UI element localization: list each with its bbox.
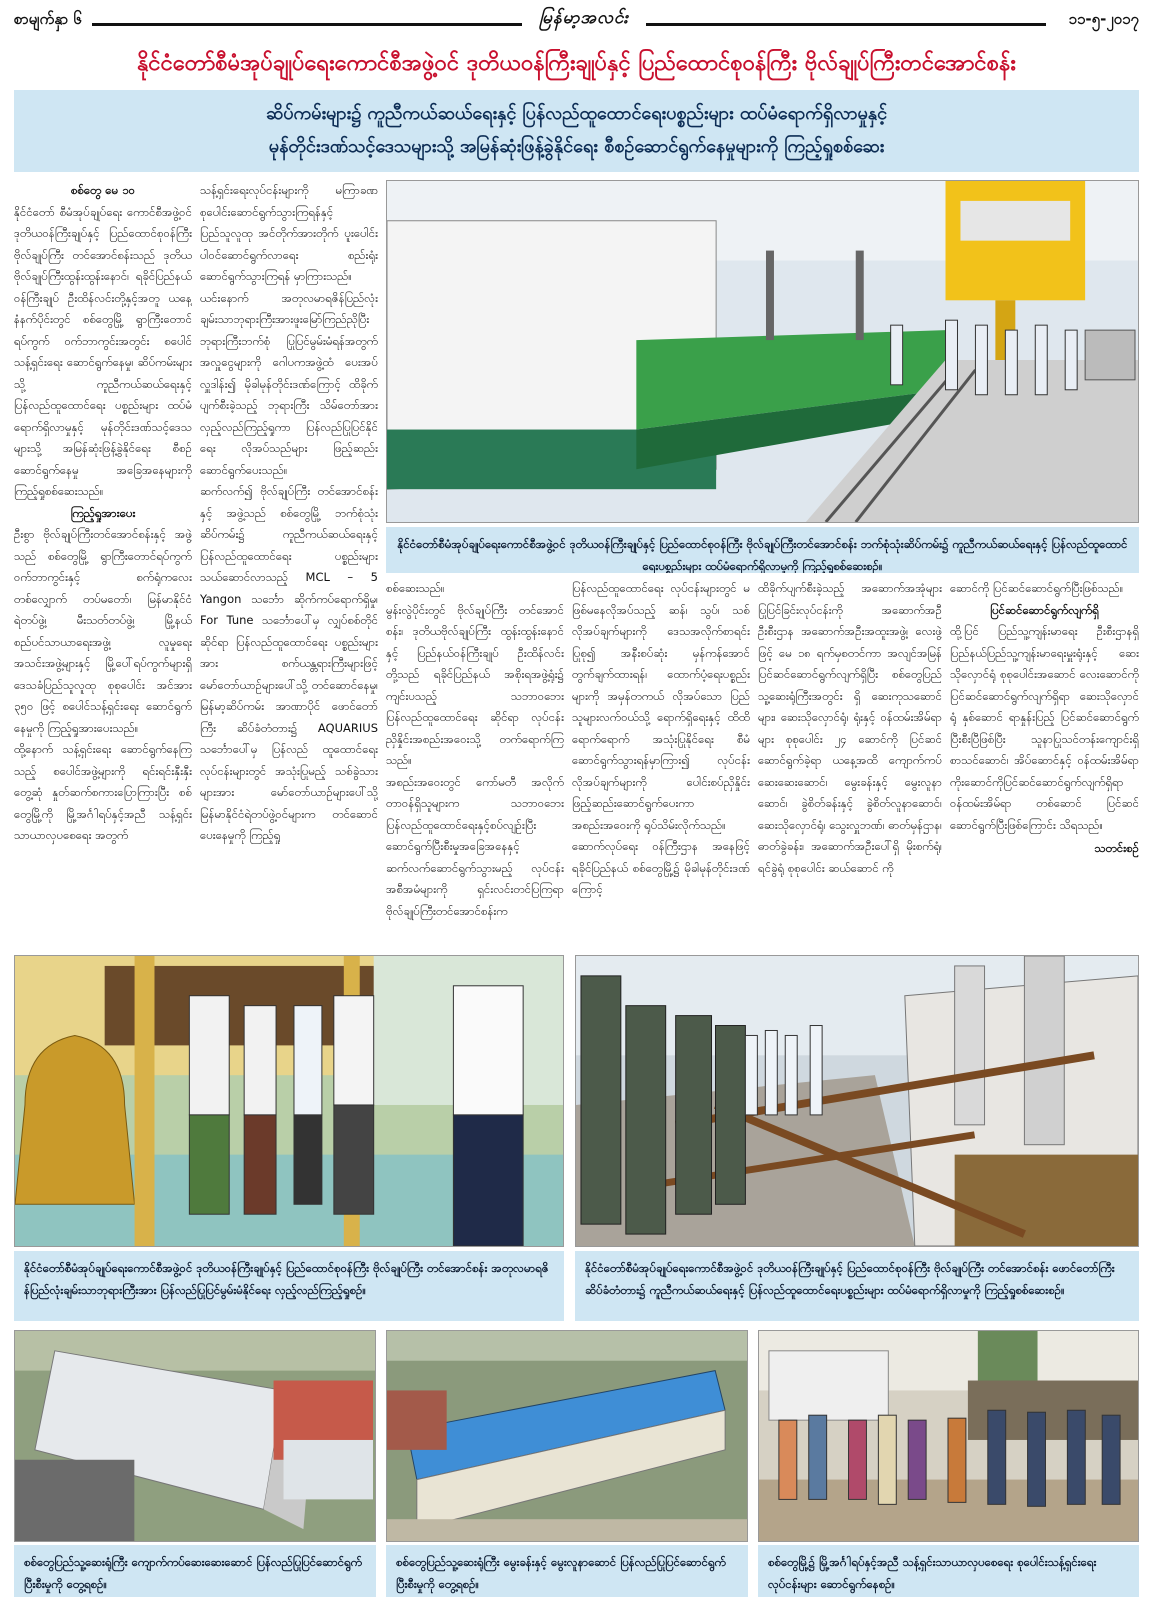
text-column-4	[572, 578, 750, 948]
paragraph: ဆက်လက်၍ ဗိုလ်ချုပ်ကြီး တင်အောင်စန်းနှင့် အဖွဲ့သည် စစ်တွေမြို့ ဘက်စုံသုံးဆိပ်ကမ်း၌ ကူညီကယ်ဆယ်ရေးနှင့်ပြန်လည်ထူထောင်ရေး ပစ္စည်းများ သယ်ဆောင်လာသည့် MCL – 5 Yangon သင်္ဘော ဆိုက်ကပ်ရောက်ရှိမှု၊ For Tune သင်္ဘောပေါ်မှ လျှပ်စစ်တိုင်ဆိုင်ရာ ပြန်လည်ထူထောင်ရေး ပစ္စည်းများအား စက်ယန္တရားကြီးများဖြင့် မော်တော်ယာဉ်များပေါ်သို့ တင်ဆောင်နေမှု၊ မြန်မာ့ဆိပ်ကမ်း အာဏာပိုင် ဖောင်တော်ကြီး ဆိပ်ခံတံတား၌ AQUARIUS သင်္ဘောပေါ်မှ ပြန်လည် ထူထောင်ရေးလုပ်ငန်းများတွင် အသုံးပြုမည့် သစ်ခွဲသားများအား မော်တော်ယာဉ်များပေါ်သို့ မြန်မာနိုင်ငံရဲတပ်ဖွဲ့ဝင်များက တင်ဆောင်ပေးနေမှုကို ကြည့်ရှု	[200, 484, 378, 842]
issue-date: ၁၁-၅-၂၀၁၇	[1068, 10, 1139, 28]
article-headline: နိုင်ငံတော်စီမံအုပ်ချုပ်ရေးကောင်စီအဖွဲ့ဝင် ဒုတိယဝန်ကြီးချုပ်နှင့် ပြည်ထောင်စုဝန်ကြီး ဗိုလ်ချုပ်ကြီးတင်အောင်စန်း	[137, 50, 1016, 76]
photo-hospital-ward-1	[14, 1330, 376, 1542]
text-column-6	[950, 578, 1139, 948]
photo-caption: နိုင်ငံတော်စီမံအုပ်ချုပ်ရေးကောင်စီအဖွဲ့ဝင် ဒုတိယဝန်ကြီးချုပ်နှင့် ပြည်ထောင်စုဝန်ကြီး ဗိုလ်ချုပ်ကြီးတင်အောင်စန်း ဘက်စုံသုံးဆိပ်ကမ်း၌ ကူညီကယ်ဆယ်ရေးနှင့် ပြန်လည်ထူထောင်ရေးပစ္စည်းများ ထပ်မံရောက်ရှိလာမှုကို ကြည့်ရှုစစ်ဆေးစဉ်။	[386, 527, 1139, 573]
subhead-line-2: မုန်တိုင်းဒဏ်သင့်ဒေသများသို့ အမြန်ဆုံးဖြန့်ခွဲနိုင်ရေး စီစဉ်ဆောင်ရွက်နေမှုများကို ကြည့်ရှုစစ်ဆေး	[268, 136, 885, 157]
text-column-1	[14, 180, 192, 948]
photo-caption: စစ်တွေပြည်သူ့ဆေးရုံကြီး ကျောက်ကပ်ဆေးဆေးဆောင် ပြန်လည်ပြုပြင်ဆောင်ရွက်ပြီးစီးမှုကို တွေ့ရစဉ်။	[14, 1545, 376, 1597]
text-column-5	[758, 578, 942, 948]
article-subhead	[14, 90, 1139, 172]
photo-ship-at-port	[386, 180, 1139, 523]
logo-text: မြန်မာ့အလင်း	[539, 7, 629, 28]
page-number: စာမျက်နှာ ၆	[14, 10, 82, 28]
paragraph: ယင်းနောက် အတုလမာရဇိန်ပြည်လုံးချမ်းသာဘုရားကြီးအားဖူးမြော်ကြည်ညိုပြီး ဘုရားကြီးဘက်စုံ ပြုပြင်မွမ်းမံရန်အတွက် အလှူငွေများကို ဂေါပကအဖွဲ့ထံ ပေးအပ်လှူဒါန်း၍ မိုခါမုန်တိုင်းဒဏ်ကြောင့် ထိခိုက်ပျက်စီးခဲ့သည့် ဘုရားကြီး သိမ်တော်အား လှည့်လည်ကြည့်ရှုကာ ပြန်လည်ပြုပြင်နိုင်ရေး လိုအပ်သည်များ ဖြည့်ဆည်းဆောင်ရွက်ပေးသည်။	[200, 290, 378, 477]
newspaper-logo	[530, 4, 638, 34]
section-heading: ကြည့်ရှုအားပေး	[70, 505, 136, 520]
author-credit: သတင်းစဉ်	[1094, 841, 1139, 855]
subhead-line-1: ဆိပ်ကမ်းများ၌ ကူညီကယ်ဆယ်ရေးနှင့် ပြန်လည်ထူထောင်ရေးပစ္စည်းများ ထပ်မံရောက်ရှိလာမှုနှင့်	[265, 103, 888, 124]
paragraph: ဦးစွာ ဗိုလ်ချုပ်ကြီးတင်အောင်စန်းနှင့် အဖွဲ့သည် စစ်တွေမြို့ ရွာကြီးတောင်ရပ်ကွက် ဝက်ဘာကွင်းနှင့် စက်ရုံကလေးတစ်လျှောက် တပ်မတော်၊ မြန်မာနိုင်ငံရဲတပ်ဖွဲ့၊ မီးသတ်တပ်ဖွဲ့၊ မြို့နယ်စည်ပင်သာယာရေးအဖွဲ့၊ လူမှုရေးအသင်းအဖွဲ့များနှင့် မြို့ပေါ်ရပ်ကွက်များရှိ ဒေသခံပြည်သူလူထု စုစုပေါင်း အင်အား ၃၅၀ ဖြင့် စပေါင်သန့်ရှင်းရေး ဆောင်ရွက်နေမှုကို ကြည့်ရှုအားပေးသည်။	[14, 527, 192, 735]
photo-caption: နိုင်ငံတော်စီမံအုပ်ချုပ်ရေးကောင်စီအဖွဲ့ဝင် ဒုတိယဝန်ကြီးချုပ်နှင့် ပြည်ထောင်စုဝန်ကြီး ဗိုလ်ချုပ်ကြီး တင်အောင်စန်း ဖောင်တော်ကြီးဆိပ်ခံတံတား၌ ကူညီကယ်ဆယ်ရေးနှင့် ပြန်လည်ထူထောင်ရေးပစ္စည်းများ ထပ်မံရောက်ရှိလာမှုကို ကြည့်ရှုစစ်ဆေးစဉ်။	[575, 1251, 1139, 1321]
photo-temple-visit	[14, 955, 564, 1247]
photo-hospital-ward-2	[386, 1330, 748, 1542]
paragraph: မွန်းလွဲပိုင်းတွင် ဗိုလ်ချုပ်ကြီး တင်အောင်စန်း၊ ဒုတိယဗိုလ်ချုပ်ကြီး ထွန်းထွန်းနောင်နှင့် ပြည်နယ်ဝန်ကြီးချုပ် ဦးထိန်လင်းတို့သည် ရခိုင်ပြည်နယ် အစိုးရအဖွဲ့ရုံး၌ ကျင်းပသည့် သဘာဝဘေး ပြန်လည်ထူထောင်ရေး ဆိုင်ရာ လုပ်ငန်းညှိနှိုင်းအစည်းအဝေးသို့ တက်ရောက်ကြသည်။	[386, 602, 564, 767]
paragraph: ဆောက်လုပ်ရေး ဝန်ကြီးဌာန အနေဖြင့် ရခိုင်ပြည်နယ် စစ်တွေမြို့၌ မိုခါမုန်တိုင်းဒဏ်ကြောင့်	[572, 839, 750, 896]
text-column-3	[386, 578, 564, 948]
paragraph: ထိခိုက်ပျက်စီးခဲ့သည့် အဆောက်အအုံများ ပြုပြင်ခြင်းလုပ်ငန်းကို အဆောက်အဦ ဦးစီးဌာန အဆောက်အဦးအထူးအဖွဲ့၊ လေးဖွဲ့ဖြင့် မေ ၁၈ ရက်မှစတင်ကာ အလျင်အမြန်ပြင်ဆင်ဆောင်ရွက်လျက်ရှိပြီး စစ်တွေပြည်သူ့ဆေးရုံကြီးအတွင်း ရှိ ဆေးကုသဆောင်များ၊ ဆေးသိုလှောင်ရုံ၊ ရုံးနှင့် ဝန်ထမ်းအိမ်ရာများ စုစုပေါင်း ၂၄ ဆောင်ကို ပြင်ဆင်ဆောင်ရွက်ခဲ့ရာ ယနေ့အထိ ကျောက်ကပ်ဆေးဆေးဆောင်၊ မွေးခန်းနှင့် မွေးလူနာဆောင်၊ ခွဲစိတ်ခန်းနှင့် ခွဲစိတ်လူနာဆောင်၊ ဆေးသိုလှောင်ရုံ၊ သွေးလှူဘဏ်၊ ဓာတ်မှန်ဌာန၊ ဓာတ်ခွဲခန်း၊ အဆောက်အဦးပေါ်ရှိ မိုးစက်ရုံ၊ ရင်ခွဲရုံ စုစုပေါင်း ဆယ်ဆောင် ကို	[758, 581, 942, 875]
paragraph: ထို့ပြင် ပြည်သူ့ကျန်းမာရေး ဦးစီးဌာနရှိ ပြည်နယ်ပြည်သူ့ကျန်းမာရေးမှူးရုံးနှင့် ဆေးသိုလှောင်ရုံ စုစုပေါင်းအဆောင် လေးဆောင်ကို ပြင်ဆင်ဆောင်ရွက်လျက်ရှိရာ ဆေးသိုလှောင်ရုံ နှစ်ဆောင် ရာနှုန်းပြည့် ပြင်ဆင်ဆောင်ရွက်ပြီးစီးပြီဖြစ်ပြီး သူနာပြုသင်တန်းကျောင်းရှိ စာသင်ဆောင်၊ အိပ်ဆောင်နှင့် ဝန်ထမ်းအိမ်ရာကိုးဆောင်ကိုပြင်ဆင်ဆောင်ရွက်လျက်ရှိရာ ဝန်ထမ်းအိမ်ရာ တစ်ဆောင် ပြင်ဆင်ဆောင်ရွက်ပြီးဖြစ်ကြောင်း သိရသည်။	[950, 624, 1139, 832]
paragraph: နိုင်ငံတော် စီမံအုပ်ချုပ်ရေး ကောင်စီအဖွဲ့ဝင် ဒုတိယဝန်ကြီးချုပ်နှင့် ပြည်ထောင်စုဝန်ကြီး ဗိုလ်ချုပ်ကြီး တင်အောင်စန်းသည် ဒုတိယဗိုလ်ချုပ်ကြီးထွန်းထွန်းနောင်၊ ရခိုင်ပြည်နယ်ဝန်ကြီးချုပ် ဦးထိန်လင်းတို့နှင့်အတူ ယနေ့နံနက်ပိုင်းတွင် စစ်တွေမြို့ ရွာကြီးတောင်ရပ်ကွက် ဝက်ဘာကွင်းအတွင်း စပေါင်သန့်ရှင်းရေး ဆောင်ရွက်နေမှု၊ ဆိပ်ကမ်းများသို့ ကူညီကယ်ဆယ်ရေးနှင့် ပြန်လည်ထူထောင်ရေး ပစ္စည်းများ ထပ်မံရောက်ရှိလာမှုနှင့် မုန်တိုင်းဒဏ်သင့်ဒေသများသို့ အမြန်ဆုံးဖြန့်ခွဲနိုင်ရေး စီစဉ်ဆောင်ရွက်နေမှု အခြေအနေများကို ကြည့်ရှုစစ်ဆေးသည်။	[14, 204, 192, 498]
paragraph: အစည်းအဝေးတွင် ကော်မတီ အလိုက် တာဝန်ရှိသူများက သဘာဝဘေးပြန်လည်ထူထောင်ရေးနှင့်စပ်လျဉ်းပြီး ဆောင်ရွက်ပြီးစီးမှုအခြေအနေနှင့် ဆက်လက်ဆောင်ရွက်သွားမည့် လုပ်ငန်းအစီအမံများကို ရှင်းလင်းတင်ပြကြရာ ဗိုလ်ချုပ်ကြီးတင်အောင်စန်းက	[386, 774, 564, 918]
text-column-2	[200, 180, 378, 948]
photo-caption: စစ်တွေပြည်သူ့ဆေးရုံကြီး မွေးခန်းနှင့် မွေးလူနာဆောင် ပြန်လည်ပြုပြင်ဆောင်ရွက်ပြီးစီးမှုကို တွေ့ရစဉ်။	[386, 1545, 748, 1597]
photo-town-cleanup	[758, 1330, 1139, 1542]
masthead-rule-left	[92, 23, 522, 26]
masthead-rule-right	[646, 23, 1046, 26]
masthead	[14, 4, 1139, 38]
section-heading: ပြင်ဆင်ဆောင်ရွက်လျက်ရှိ	[990, 602, 1099, 617]
paragraph: သန့်ရှင်းရေးလုပ်ငန်းများကို မကြာခဏ စုပေါင်းဆောင်ရွက်သွားကြရန်နှင့် ပြည်သူလူထု အင်တိုက်အားတိုက် ပူးပေါင်းပါဝင်ဆောင်ရွက်လာရေး စည်းရုံးဆောင်ရွက်သွားကြရန် မှာကြားသည်။	[200, 183, 378, 283]
photo-jetty-inspection	[575, 955, 1139, 1247]
paragraph: ဆောင်ကို ပြင်ဆင်ဆောင်ရွက်ပြီးဖြစ်သည်။	[950, 581, 1124, 595]
dateline: စစ်တွေ မေ ၁၀	[70, 183, 136, 197]
paragraph: စစ်ဆေးသည်။	[386, 581, 445, 595]
paragraph: ထို့နောက် သန့်ရှင်းရေး ဆောင်ရွက်နေကြသည့် စပေါင်အဖွဲ့များကို ရင်းရင်းနှီးနှီးတွေ့ဆုံ နှုတ်ဆက်စကားပြောကြားပြီး စစ်တွေမြို့ကို မြို့အင်္ဂါရပ်နှင့်အညီ သန့်ရှင်းသာယာလှပစေရေး အတွက်	[14, 742, 192, 842]
paragraph: ပြန်လည်ထူထောင်ရေး လုပ်ငန်းများတွင် မဖြစ်မနေလိုအပ်သည့် ဆန်၊ သွပ်၊ သစ် လိုအပ်ချက်များကို ဒေသအလိုက်စာရင်းပြုစု၍ အနီးစပ်ဆုံး မှန်ကန်အောင် တွက်ချက်ထားရန်၊ ထောက်ပံ့ရေးပစ္စည်း များကို အမှန်တကယ် လိုအပ်သော ပြည်သူများလက်ဝယ်သို့ ရောက်ရှိရေးနှင့် ထိထိရောက်ရောက် အသုံးပြုနိုင်ရေး စီမံဆောင်ရွက်သွားရန်မှာကြား၍ လုပ်ငန်း လိုအပ်ချက်များကို ပေါင်းစပ်ညှိနှိုင်းဖြည့်ဆည်းဆောင်ရွက်ပေးကာ အစည်းအဝေးကို ရုပ်သိမ်းလိုက်သည်။	[572, 581, 750, 832]
photo-caption: နိုင်ငံတော်စီမံအုပ်ချုပ်ရေးကောင်စီအဖွဲ့ဝင် ဒုတိယဝန်ကြီးချုပ်နှင့် ပြည်ထောင်စုဝန်ကြီး ဗိုလ်ချုပ်ကြီး တင်အောင်စန်း အတုလမာရဇိန်ပြည်လုံးချမ်းသာဘုရားကြီးအား ပြန်လည်ပြုပြင်မွမ်းမံနိုင်ရေး လှည့်လည်ကြည့်ရှုစဉ်။	[14, 1251, 564, 1321]
photo-caption: စစ်တွေမြို့၌ မြို့အင်္ဂါရပ်နှင့်အညီ သန့်ရှင်းသာယာလှပစေရေး စုပေါင်းသန့်ရှင်းရေးလုပ်ငန်းများ ဆောင်ရွက်နေစဉ်။	[758, 1545, 1139, 1597]
